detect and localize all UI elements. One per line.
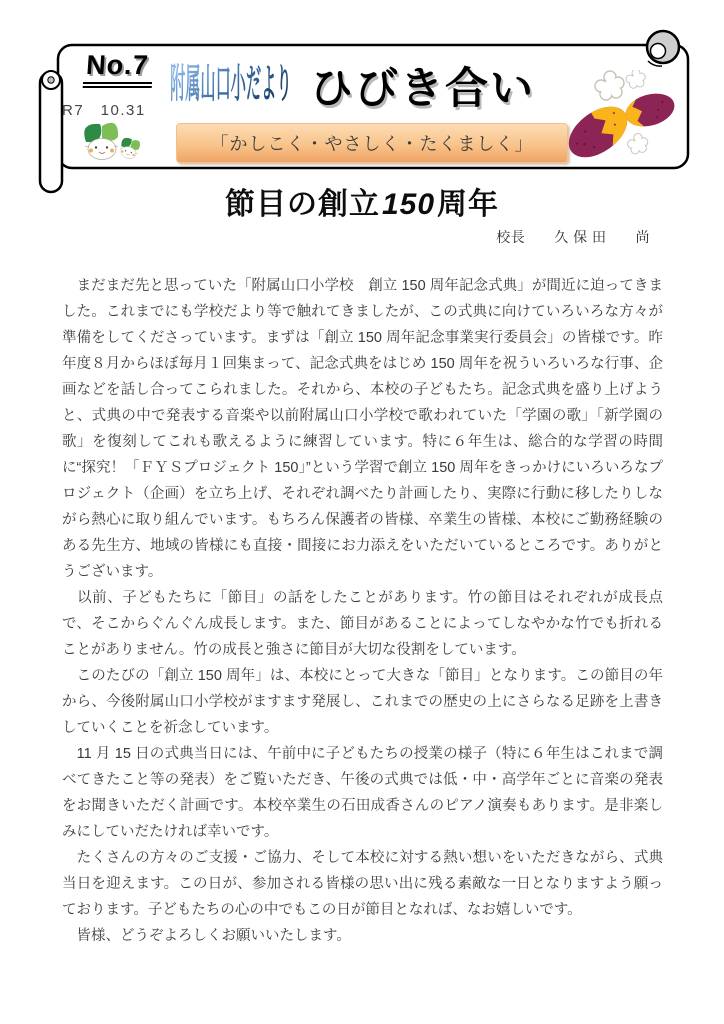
mascot-cat-large xyxy=(84,123,118,160)
paper-roll-left-icon xyxy=(40,71,62,192)
steam-icon xyxy=(626,70,645,88)
steam-icon xyxy=(628,134,648,154)
issue-date: R7 10.31 xyxy=(62,102,146,119)
article-title-post: 周年 xyxy=(437,188,500,221)
motto-banner xyxy=(176,123,568,163)
article-paragraph: たくさんの方々のご支援・ご協力、そして本校に対する熱い想いをいただきながら、式典当日を迎えます。この日が、参加される皆様の思い出に残る素敵な一日となりますよう願っております。子どもたちの心の中でもこの日が節目となれば、なお嬉しいです。 xyxy=(62,850,663,918)
issue-number: No.7 xyxy=(83,50,154,88)
steam-icon xyxy=(595,71,624,100)
sweet-potato-icon xyxy=(562,70,686,174)
article-paragraph: 11 月 15 日の式典当日には、午前中に子どもたちの授業の様子（特に６年生はこれまで調べてきたこと等の発表）をご覧いただき、午後の式典では低・中・高学年ごとに音楽の発表をお聞きいただく計画です。本校卒業生の石田成香さんのピアノ演奏もあります。是非楽しみにしていだたければ幸いです。 xyxy=(62,746,663,840)
article-paragraph: まだまだ先と思っていた「附属山口小学校 創立 150 周年記念式典」が間近に迫ってきました。これまでにも学校だより等で触れてきましたが、この式典に向けていろいろな方々が準備をしてくださっています。まずは「創立 150 周年記念事業実行委員会」の皆様です。昨年度８月からほぼ毎月１回集まって、記念式典をはじめ 150 周年を祝ういろいろな行事、企画などを話し合ってこられました。それから、本校の子どもたち。記念式典を盛り上げようと、式典の中で発表する音楽や以前附属山口小学校で歌われていた「学園の歌」「新学園の歌」を復刻してこれも歌えるように練習しています。特に６年生は、総合的な学習の時間に“探究！「ＦＹＳプロジェクト 150」”という学習で創立 150 周年をきっかけにいろいろなプロジェクト（企画）を立ち上げ、それぞれ調べたり計画したり、実際に行動に移したりしながら熱心に取り組んでいます。もちろん保護者の皆様、卒業生の皆様、本校にご勤務経験のある先生方、地域の皆様にも直接・間接にお力添えをいただいているところです。ありがとうございます。 xyxy=(62,278,663,580)
article-paragraph: このたびの「創立 150 周年」は、本校にとって大きな「節目」となります。この節目の年から、今後附属山口小学校がますます発展し、これまでの歴史の上にさらなる足跡を上書きしていくことを祈念しています。 xyxy=(62,668,663,736)
article-title-number: 150 xyxy=(381,188,436,221)
article-title xyxy=(0,179,724,223)
author-line: 校長 久 保 田 尚 xyxy=(496,229,650,245)
article-title-pre: 節目の創立 xyxy=(224,188,380,221)
newsletter-title: ひびき合い xyxy=(310,65,535,113)
article-body xyxy=(62,273,663,949)
mascot-icon xyxy=(72,118,142,166)
sweet-potato-small xyxy=(621,87,681,132)
article-paragraph: 皆様、どうぞよろしくお願いいたします。 xyxy=(62,928,351,944)
newsletter-name: 附属山口小だより xyxy=(170,62,292,106)
mascot-cat-small xyxy=(117,136,141,161)
motto-text: 「かしこく・やさしく・たくましく」 xyxy=(210,134,534,154)
article-paragraph: 以前、子どもたちに「節目」の話をしたことがあります。竹の節目はそれぞれが成長点で、そこからぐんぐん成長します。また、節目があることによってしなやかな竹でも折れることがありません。竹の成長と強さに節目が大切な役割をしています。 xyxy=(62,590,663,658)
sweet-potato-large xyxy=(562,92,641,169)
